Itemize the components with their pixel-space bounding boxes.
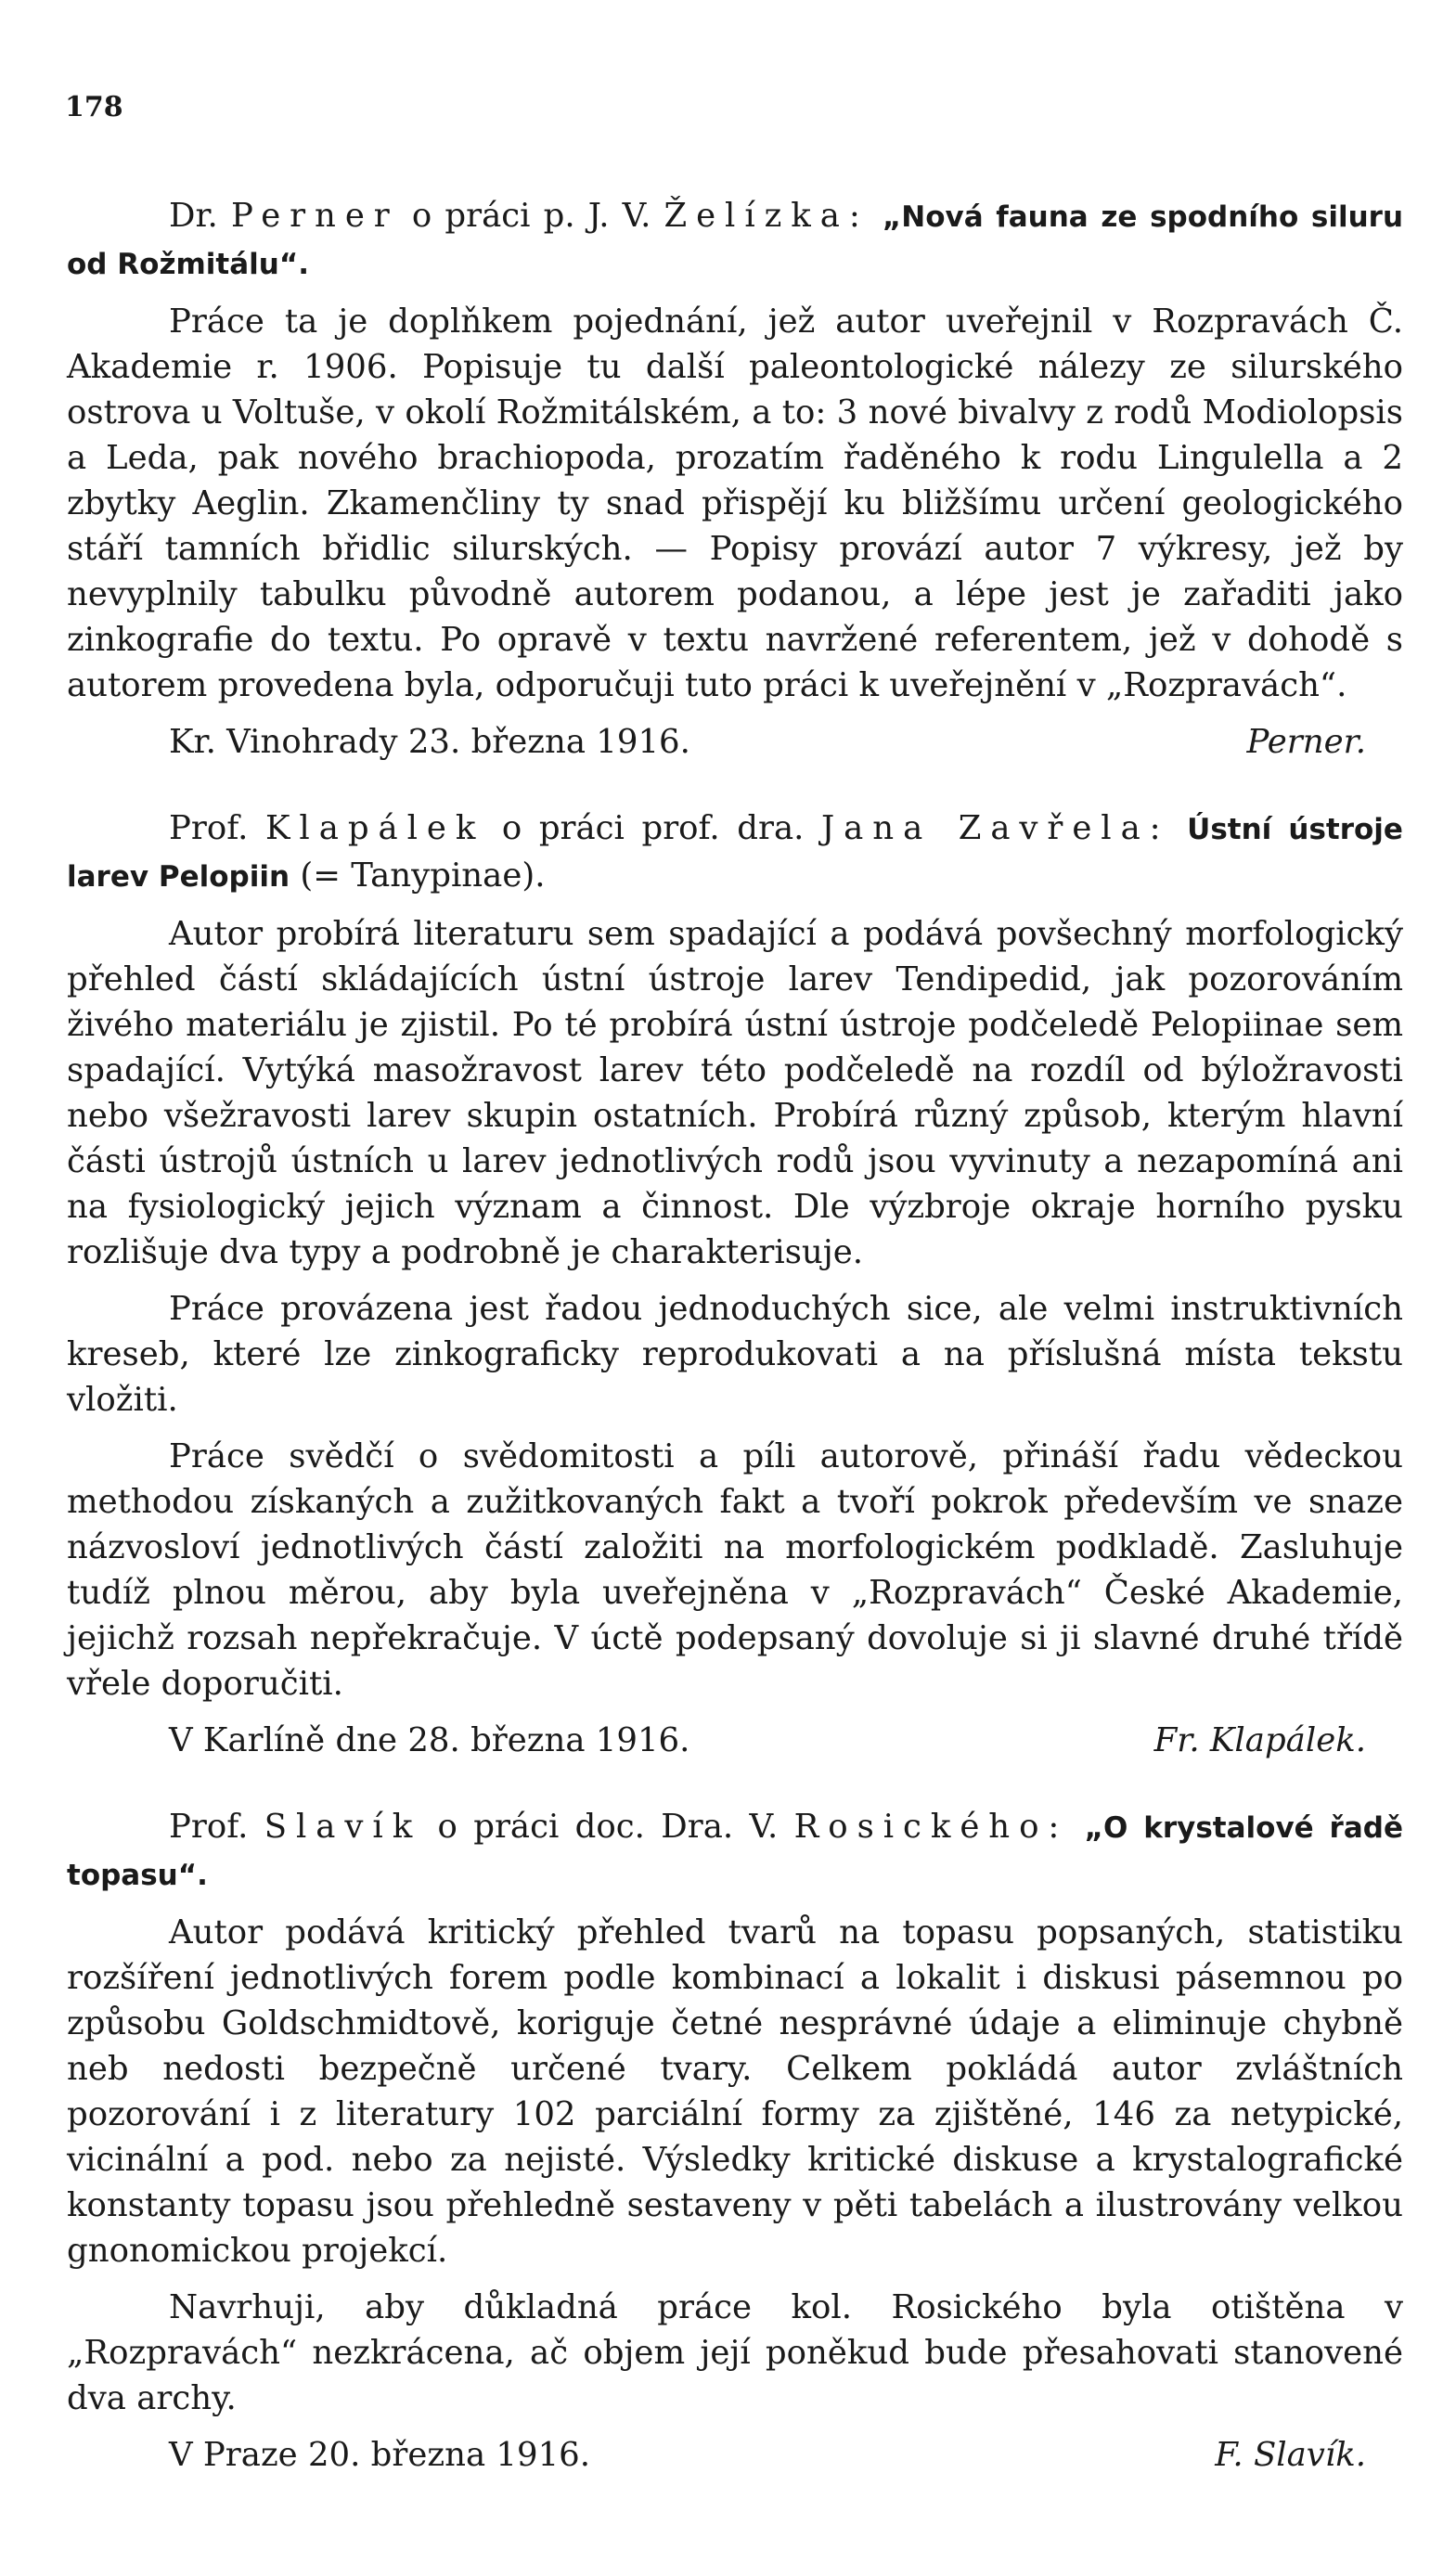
reviewer-title: Prof. bbox=[169, 809, 249, 847]
work-title: „Nová fauna ze spodního siluru od Rožmitálu“. bbox=[67, 200, 1404, 281]
author-name: Rosického: bbox=[793, 1808, 1069, 1846]
review-intro: o práci doc. Dra. V. bbox=[437, 1808, 779, 1846]
review-heading bbox=[67, 805, 1403, 900]
author-name: Jana Zavřela: bbox=[821, 809, 1170, 847]
page-number: 178 bbox=[65, 91, 123, 123]
signature-line bbox=[67, 2432, 1403, 2478]
work-title: Ústní ústroje larev Pelopiin bbox=[67, 813, 1403, 894]
review-paragraph: Navrhuji, aby důkladná práce kol. Rosického byla otištěna v „Rozpravách“ nezkrácena, ač objem její poněkud bude přesahovati stanovené dva archy. bbox=[67, 2288, 1403, 2417]
review-paragraph: Autor podává kritický přehled tvarů na topasu popsaných, statistiku rozšíření jednotlivých forem podle kombinací a lokalit i diskusi pásemnou po způsobu Goldschmidtově, koriguje četné nesprávné údaje a eliminuje chybně neb nedosti bezpečně určené tvary. Celkem pokládá autor zvláštních pozorování i z literatury 102 parciální formy za zjištěné, 146 za netypické, vicinální a pod. nebo za nejisté. Výsledky kritické diskuse a krystalografické konstanty topasu jsou přehledně sestaveny v pěti tabelách a ilustrovány velkou gnonomickou projekcí. bbox=[67, 1913, 1403, 2270]
review-paragraph: Autor probírá literaturu sem spadající a podává povšechný morfologický přehled částí skládajících ústní ústroje larev Tendipedid, jak pozorováním živého materiálu je zjistil. Po té probírá ústní ústroje podčeledě Pelopiinae sem spadající. Vytýká masožravost larev této podčeledě na rozdíl od býložravosti nebo všežravosti larev skupin ostatních. Probírá různý způsob, kterým hlavní části ústrojů ústních u larev jednotlivých rodů jsou vyvinuty a nezapomíná ani na fysiologický jejich význam a činnost. Dle výzbroje okraje horního pysku rozlišuje dva typy a podrobně je charakterisuje. bbox=[67, 915, 1403, 1271]
place-date: V Praze 20. března 1916. bbox=[169, 2436, 591, 2474]
review-paragraph: Práce svědčí o svědomitosti a píli autorově, přináší řadu vědeckou methodou získaných a zužitkovaných fakt a tvoří pokrok především ve snaze názvosloví jednotlivých částí založiti na morfologickém podkladě. Zasluhuje tudíž plnou měrou, aby byla uveřejněna v „Rozpravách“ České Akademie, jejichž rozsah nepřekračuje. V úctě podepsaný dovoluje si ji slavné druhé třídě vřele doporučiti. bbox=[67, 1437, 1403, 1703]
work-title: „O krystalové řadě topasu“. bbox=[67, 1811, 1403, 1892]
review-perner bbox=[67, 193, 1403, 765]
work-title-suffix: (= Tanypinae). bbox=[300, 857, 546, 895]
review-intro: o práci prof. dra. bbox=[501, 809, 805, 847]
reviewer-title: Prof. bbox=[169, 1808, 249, 1846]
signature: Fr. Klapálek. bbox=[1153, 1721, 1366, 1759]
review-heading bbox=[67, 1804, 1403, 1899]
signature-line bbox=[67, 719, 1403, 765]
author-name: Želízka: bbox=[664, 197, 870, 235]
reviewer-name: Klapálek bbox=[264, 809, 485, 847]
review-paragraph: Práce provázena jest řadou jednoduchých sice, ale velmi instruktivních kreseb, které lze zinkograficky reprodukovati a na příslušná místa tekstu vložiti. bbox=[67, 1290, 1403, 1419]
review-paragraph: Práce ta je doplňkem pojednání, jež autor uveřejnil v Rozpravách Č. Akademie r. 1906. Popisuje tu další paleontologické nálezy ze silurského ostrova u Voltuše, v okolí Rožmitálském, a to: 3 nové bivalvy z rodů Modiolopsis a Leda, pak nového brachiopoda, prozatím řaděného k rodu Lingulella a 2 zbytky Aeglin. Zkamenčliny ty snad přispějí ku bližšímu určení geologického stáří tamních břidlic silurských. — Popisy provází autor 7 výkresy, jež by nevyplnily tabulku původně autorem podanou, a lépe jest je zařaditi jako zinkografie do textu. Po opravě v textu navržené referentem, jež v dohodě s autorem provedena byla, odporučuji tuto práci k uveřejnění v „Rozpravách“. bbox=[67, 303, 1403, 704]
review-slavik bbox=[67, 1804, 1403, 2478]
reviewer-title: Dr. bbox=[169, 197, 218, 235]
reviewer-name: Perner bbox=[230, 197, 399, 235]
author-initials: J. V. bbox=[587, 197, 651, 235]
signature: F. Slavík. bbox=[1215, 2436, 1366, 2474]
review-klapalek bbox=[67, 805, 1403, 1763]
review-intro: o práci p. bbox=[411, 197, 575, 235]
place-date: Kr. Vinohrady 23. března 1916. bbox=[169, 723, 690, 761]
signature: Perner. bbox=[1246, 723, 1366, 761]
page-content bbox=[67, 193, 1403, 2518]
signature-line bbox=[67, 1718, 1403, 1763]
review-heading bbox=[67, 193, 1403, 288]
reviewer-name: Slavík bbox=[264, 1808, 422, 1846]
place-date: V Karlíně dne 28. března 1916. bbox=[169, 1721, 690, 1759]
